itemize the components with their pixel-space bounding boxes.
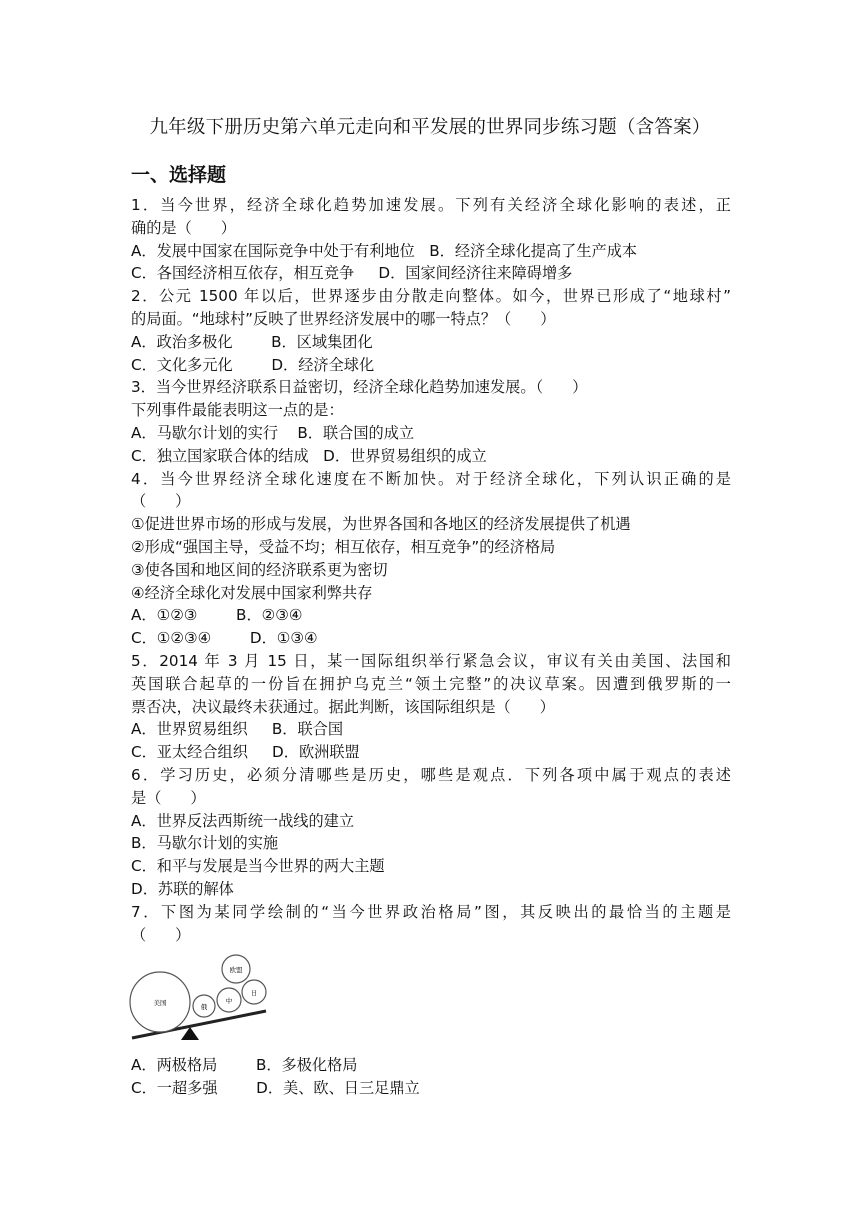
option-line: A．世界贸易组织 B．联合国 <box>131 720 344 739</box>
question-4-stem-line: 4．当今世界经济全球化速度在不断加快。对于经济全球化，下列认识正确的是 <box>131 469 731 488</box>
option-line: A．马歇尔计划的实行 B．联合国的成立 <box>131 423 415 442</box>
option-line: A．政治多极化 B．区域集团化 <box>131 332 373 351</box>
question-5-stem-line: 5．2014 年 3 月 15 日，某一国际组织举行紧急会议，审议有关由美国、法国和 <box>131 651 731 670</box>
japan-label: 日 <box>250 989 258 998</box>
statement-line: ②形成“强国主导，受益不均；相互依存，相互竞争”的经济格局 <box>131 537 556 556</box>
option-line: A．发展中国家在国际竞争中处于有利地位 B．经济全球化提高了生产成本 <box>131 241 638 260</box>
option-line: C．和平与发展是当今世界的两大主题 <box>131 857 385 876</box>
usa-label: 美国 <box>153 999 167 1008</box>
world-political-pattern-figure <box>131 946 731 1054</box>
option-line: C．各国经济相互依存，相互竞争 D．国家间经济往来障碍增多 <box>131 264 573 283</box>
question-1-stem-line: 1．当今世界，经济全球化趋势加速发展。下列有关经济全球化影响的表述，正 <box>131 196 731 214</box>
china-label: 中 <box>225 997 233 1006</box>
statement-line: ③使各国和地区间的经济联系更为密切 <box>131 560 388 579</box>
question-6-stem-line: 6．学习历史，必须分清哪些是历史，哪些是观点．下列各项中属于观点的表述 <box>131 765 731 784</box>
europe-label: 欧盟 <box>229 966 243 975</box>
question-3-stem-line: 下列事件最能表明这一点的是： <box>131 401 344 420</box>
question-5-stem-line: 英国联合起草的一份旨在拥护乌克兰“领土完整”的决议草案。因遭到俄罗斯的一 <box>131 674 731 693</box>
option-line: A．两极格局 B．多极化格局 <box>131 1056 358 1075</box>
question-1-stem-line: 确的是（ ） <box>131 218 236 237</box>
option-line: C．亚太经合组织 D．欧洲联盟 <box>131 743 360 762</box>
russia-label: 俄 <box>200 1003 208 1012</box>
option-line: B．马歇尔计划的实施 <box>131 834 279 853</box>
question-2-stem-line: 2．公元 1500 年以后，世界逐步由分散走向整体。如今，世界已形成了“地球村” <box>131 287 731 306</box>
option-line: C．独立国家联合体的结成 D．世界贸易组织的成立 <box>131 446 487 465</box>
option-line: A．世界反法西斯统一战线的建立 <box>131 811 355 830</box>
question-3-stem-line: 3．当今世界经济联系日益密切，经济全球化趋势加速发展。（ ） <box>131 378 588 397</box>
statement-line: ④经济全球化对发展中国家利弊共存 <box>131 583 373 602</box>
option-line: C．文化多元化 D．经济全球化 <box>131 355 375 374</box>
question-7-stem-line: （ ） <box>131 925 191 944</box>
question-content <box>131 194 731 1100</box>
option-line: D．苏联的解体 <box>131 879 234 898</box>
question-6-stem-line: 是（ ） <box>131 788 206 807</box>
balance-scale-diagram <box>128 948 278 1052</box>
option-line: A．①②③ B．②③④ <box>131 606 303 625</box>
option-line: C．一超多强 D．美、欧、日三足鼎立 <box>131 1079 420 1098</box>
question-2-stem-line: 的局面。“地球村”反映了世界经济发展中的哪一特点？（ ） <box>131 309 556 328</box>
section-heading: 一、选择题 <box>131 164 227 186</box>
statement-line: ①促进世界市场的形成与发展，为世界各国和各地区的经济发展提供了机遇 <box>131 515 631 534</box>
question-4-stem-line: （ ） <box>131 492 191 511</box>
question-7-stem-line: 7．下图为某同学绘制的“当今世界政治格局”图，其反映出的最恰当的主题是 <box>131 902 731 921</box>
option-line: C．①②③④ D．①③④ <box>131 629 318 648</box>
question-5-stem-line: 票否决，决议最终未获通过。据此判断，该国际组织是（ ） <box>131 697 555 716</box>
page-title: 九年级下册历史第六单元走向和平发展的世界同步练习题（含答案） <box>149 117 711 138</box>
